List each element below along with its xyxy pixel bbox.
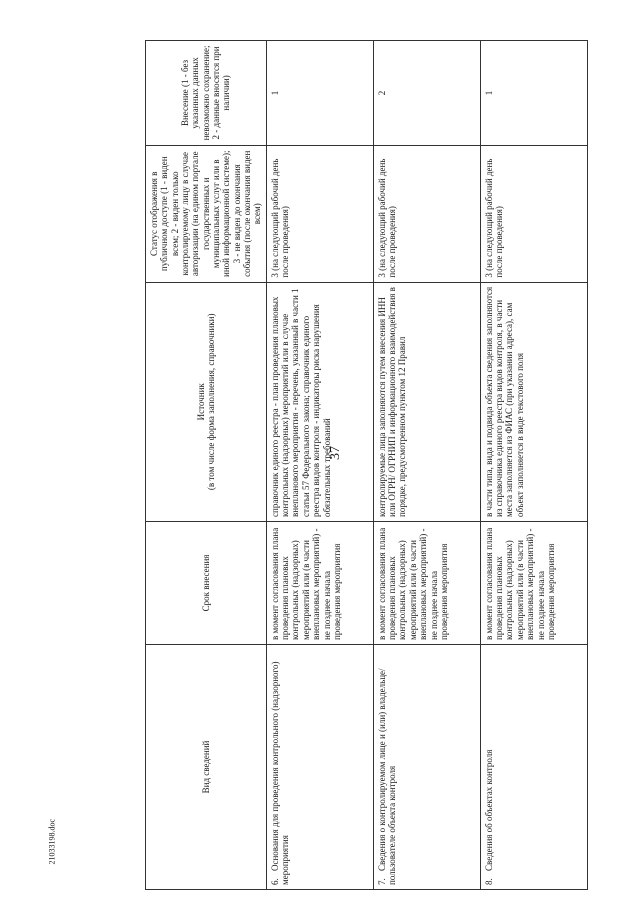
cell-source: контролируемые лица заполняются путем внесения ИНН или ОГРН/ ОГРНИП и информационного взаимодействия в порядке, предусмотренном пунктом 12 Правил — [373, 282, 480, 521]
cell-status: 3 (на следующий рабочий день после проведения) — [266, 145, 373, 282]
header-source-title: Источник — [195, 383, 206, 421]
information-table — [145, 40, 588, 890]
header-mode: Внесение (1 - без указанных данных невозможно сохранение; 2 - данные вносятся при наличии) — [146, 41, 267, 146]
cell-kind — [480, 645, 587, 890]
kind-text: Сведения о контролируемом лице и (или) владельце/пользователе объекта контроля — [376, 668, 398, 885]
header-term: Срок внесения — [146, 521, 267, 644]
cell-kind — [373, 645, 480, 890]
table-row — [373, 41, 480, 890]
cell-mode: 1 — [480, 41, 587, 146]
header-source — [146, 282, 267, 521]
cell-term: в момент согласования плана проведения плановых контрольных (надзорных) мероприятий или (в части внеплановых мероприятий) - не позднее начала проведения мероприятия — [266, 521, 373, 644]
cell-mode: 2 — [373, 41, 480, 146]
table-row — [480, 41, 587, 890]
cell-mode: 1 — [266, 41, 373, 146]
rotated-table-area — [145, 40, 556, 890]
file-label: 21033198.doc — [47, 818, 57, 865]
cell-kind — [266, 645, 373, 890]
header-source-note: (в том числе форма заполнения, справочники) — [205, 313, 216, 491]
cell-term: в момент согласования плана проведения плановых контрольных (надзорных) мероприятий или (в части внеплановых мероприятий) - не позднее начала проведения мероприятия — [373, 521, 480, 644]
header-status: Статус отображения в публичном доступе (1 - виден всем; 2 - виден только контролируемому лицу в случае авторизации (на едином портале государственных и муниципальных услуг или в иной информационной системе); 3 - не виден до окончания события (после окончания виден всем) — [146, 145, 267, 282]
cell-source: справочник единого реестра - план проведения плановых контрольных (надзорных) мероприятий или в случае внепланового мероприятия - перечень, указанный в части 1 статьи 57 Федерального закона; справочник единого реестра видов контроля - индикаторы риска нарушения обязательных требований — [266, 282, 373, 521]
row-number: 7. — [376, 878, 387, 885]
page-number: 37 — [328, 446, 343, 460]
cell-term: в момент согласования плана проведения плановых контрольных (надзорных) мероприятий или (в части внеплановых мероприятий) - не позднее начала проведения мероприятия — [480, 521, 587, 644]
header-kind: Вид сведений — [146, 645, 267, 890]
row-number: 6. — [269, 878, 280, 885]
cell-status: 3 (на следующий рабочий день после проведения) — [373, 145, 480, 282]
kind-text: Сведения об объектах контроля — [483, 749, 494, 871]
cell-status: 3 (на следующий рабочий день после проведения) — [480, 145, 587, 282]
kind-text: Основания для проведения контрольного (надзорного) мероприятия — [269, 661, 291, 885]
row-number: 8. — [483, 878, 494, 885]
table-header-row — [146, 41, 267, 890]
cell-source: в части типа, вида и подвида объекта сведения заполняются из справочника единого реестра видов контроля, в части места заполняется из ФИАС (при указании адреса), сам объект заполняется в виде текстового поля — [480, 282, 587, 521]
table-row — [266, 41, 373, 890]
